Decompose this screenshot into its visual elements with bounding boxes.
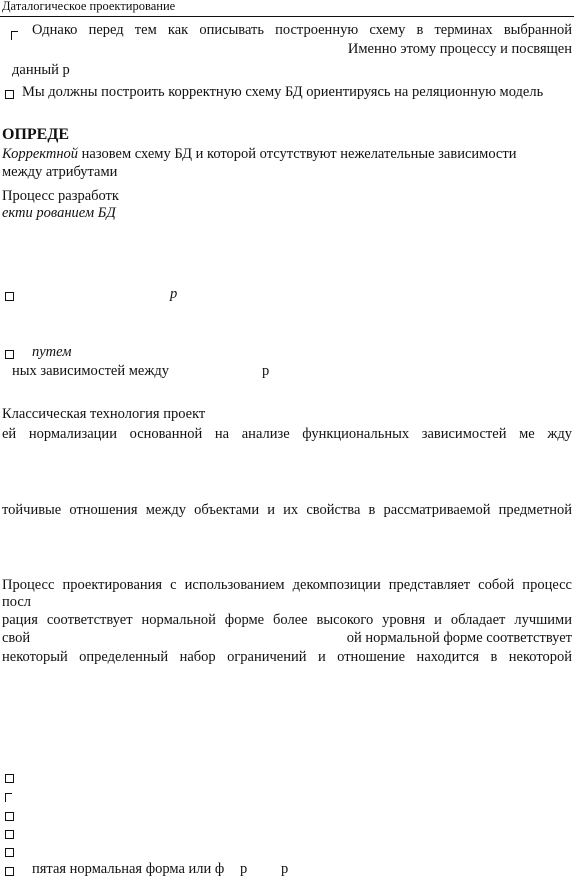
bullet-box bbox=[5, 90, 14, 99]
list-item-fragment: р bbox=[281, 861, 289, 877]
definition-term: Корректной bbox=[2, 146, 79, 162]
decomposition-line-3: рация соответствует нормальной форме более высокого уровня и обладает лучшими bbox=[2, 612, 572, 628]
definition-heading: ОПРЕДЕ bbox=[2, 126, 70, 143]
list-bullet-box bbox=[5, 867, 14, 876]
process-line-2: екти рованием БД bbox=[2, 205, 116, 221]
bullet-marker bbox=[11, 31, 18, 40]
list-bullet-marker bbox=[5, 793, 12, 802]
decomposition-line-1: Процесс проектирования с использованием декомпозиции представляет собой процесс bbox=[2, 577, 572, 593]
bullet-4-line-2a: ных зависимостей между bbox=[12, 363, 169, 379]
definition-line-2: между атрибутами bbox=[2, 164, 118, 180]
bullet-4-term: путем bbox=[32, 344, 72, 360]
list-item-fifth-normal-form: пятая нормальная форма или ф bbox=[32, 861, 225, 877]
definition-text: назовем схему БД и которой отсутствуют нежелательные зависимости bbox=[81, 146, 517, 162]
list-bullet-box bbox=[5, 848, 14, 857]
decomposition-line-4a: свой bbox=[2, 630, 31, 646]
list-bullet-box bbox=[5, 830, 14, 839]
paragraph-2-line-1: Мы должны построить корректную схему БД ориентируясь на реляционную модель bbox=[22, 84, 544, 100]
list-bullet-box bbox=[5, 812, 14, 821]
bullet-3-fragment: р bbox=[170, 286, 178, 302]
paragraph-1-line-1: Однако перед тем как описывать построенную схему в терминах выбранной bbox=[32, 22, 572, 38]
paragraph-1-line-2: Именно этому процессу и посвящен bbox=[347, 41, 572, 57]
header-rule bbox=[0, 16, 574, 17]
decomposition-line-2: посл bbox=[2, 594, 32, 610]
bullet-4-line-2b: р bbox=[262, 363, 270, 379]
decomposition-line-5: некоторый определенный набор ограничений и отношение находится в некоторой bbox=[2, 649, 572, 665]
decomposition-line-4b: ой нормальной форме соответствует bbox=[346, 630, 572, 646]
list-item-fragment: р bbox=[240, 861, 248, 877]
classic-line-2: ей нормализации основанной на анализе функциональных зависимостей ме жду bbox=[2, 426, 572, 442]
classic-line-1: Классическая технология проект bbox=[2, 406, 206, 422]
process-line-1: Процесс разработк bbox=[2, 188, 119, 204]
definition-line-1 bbox=[2, 146, 572, 163]
paragraph-1-line-3: данный р bbox=[12, 62, 70, 78]
stable-relations-line: тойчивые отношения между объектами и их свойства в рассматриваемой предметной bbox=[2, 502, 572, 518]
bullet-box bbox=[5, 350, 14, 359]
running-header: Даталогическое проектирование bbox=[2, 0, 176, 13]
bullet-box bbox=[5, 292, 14, 301]
list-bullet-box bbox=[5, 774, 14, 783]
